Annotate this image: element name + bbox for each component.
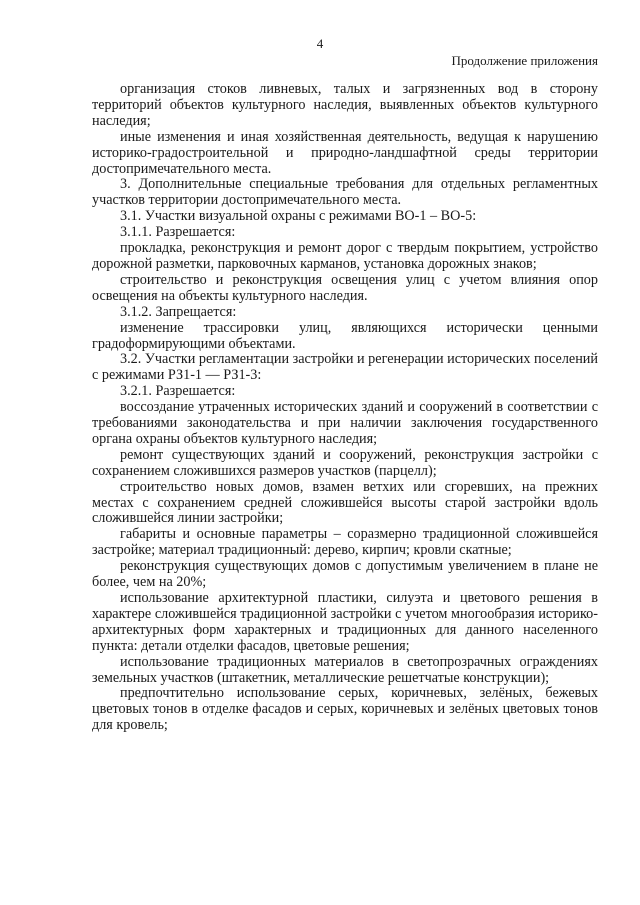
- document-body: [92, 82, 598, 734]
- paragraph: прокладка, реконструкция и ремонт дорог с твердым покрытием, устройство дорожной разметки, парковочных карманов, установка дорожных знаков;: [92, 240, 598, 272]
- continuation-note: Продолжение приложения: [451, 53, 598, 68]
- paragraph: использование архитектурной пластики, силуэта и цветового решения в характере сложившейся традиционной застройки с учетом многообразия историко-архитектурных форм характерных и традиционных для данного населенного пункта: детали отделки фасадов, цветовые решения;: [92, 590, 598, 654]
- paragraph: 3. Дополнительные специальные требования для отдельных регламентных участков территории достопримечательного места.: [92, 176, 598, 209]
- paragraph: воссоздание утраченных исторических зданий и сооружений в соответствии с требованиями законодательства и при наличии заключения государственного органа охраны объектов культурного наследия;: [92, 399, 598, 447]
- paragraph: 3.1.2. Запрещается:: [120, 303, 237, 320]
- paragraph: габариты и основные параметры – соразмерно традиционной сложившейся застройке; материал традиционный: дерево, кирпич; кровли скатные;: [92, 526, 598, 559]
- paragraph: использование традиционных материалов в светопрозрачных ограждениях земельных участков (штакетник, металлические решетчатые конструкции);: [92, 653, 598, 686]
- paragraph: иные изменения и иная хозяйственная деятельность, ведущая к нарушению историко-градостроительной и природно-ландшафтной среды территории достопримечательного места.: [92, 128, 598, 177]
- paragraph: 3.1.1. Разрешается:: [120, 224, 236, 241]
- paragraph: ремонт существующих зданий и сооружений, реконструкция застройки с сохранением сложившихся размеров участков (парцелл);: [92, 446, 598, 479]
- paragraph: строительство и реконструкция освещения улиц с учетом влияния опор освещения на объекты культурного наследия.: [92, 271, 598, 304]
- paragraph: реконструкция существующих домов с допустимым увеличением в плане не более, чем на 20%;: [92, 558, 598, 591]
- paragraph: строительство новых домов, взамен ветхих или сгоревших, на прежних местах с сохранением средней сложившейся высоты старой застройки вдоль сложившейся линии застройки;: [92, 478, 598, 527]
- paragraph: 3.1. Участки визуальной охраны с режимами ВО-1 – ВО-5:: [120, 208, 477, 225]
- paragraph: 3.2. Участки регламентации застройки и регенерации исторических поселений с режимами РЗ1-1 — РЗ1-3:: [92, 351, 598, 384]
- paragraph: предпочтительно использование серых, коричневых, зелёных, бежевых цветовых тонов в отделке фасадов и серых, коричневых и зелёных цветовых тонов для кровель;: [92, 685, 598, 734]
- paragraph: изменение трассировки улиц, являющихся исторически ценными градоформирующими объектами.: [92, 319, 598, 352]
- paragraph: 3.2.1. Разрешается:: [120, 383, 236, 400]
- page-number: 4: [316, 36, 324, 51]
- paragraph: организация стоков ливневых, талых и загрязненных вод в сторону территорий объектов культурного наследия, выявленных объектов культурного наследия;: [92, 81, 598, 129]
